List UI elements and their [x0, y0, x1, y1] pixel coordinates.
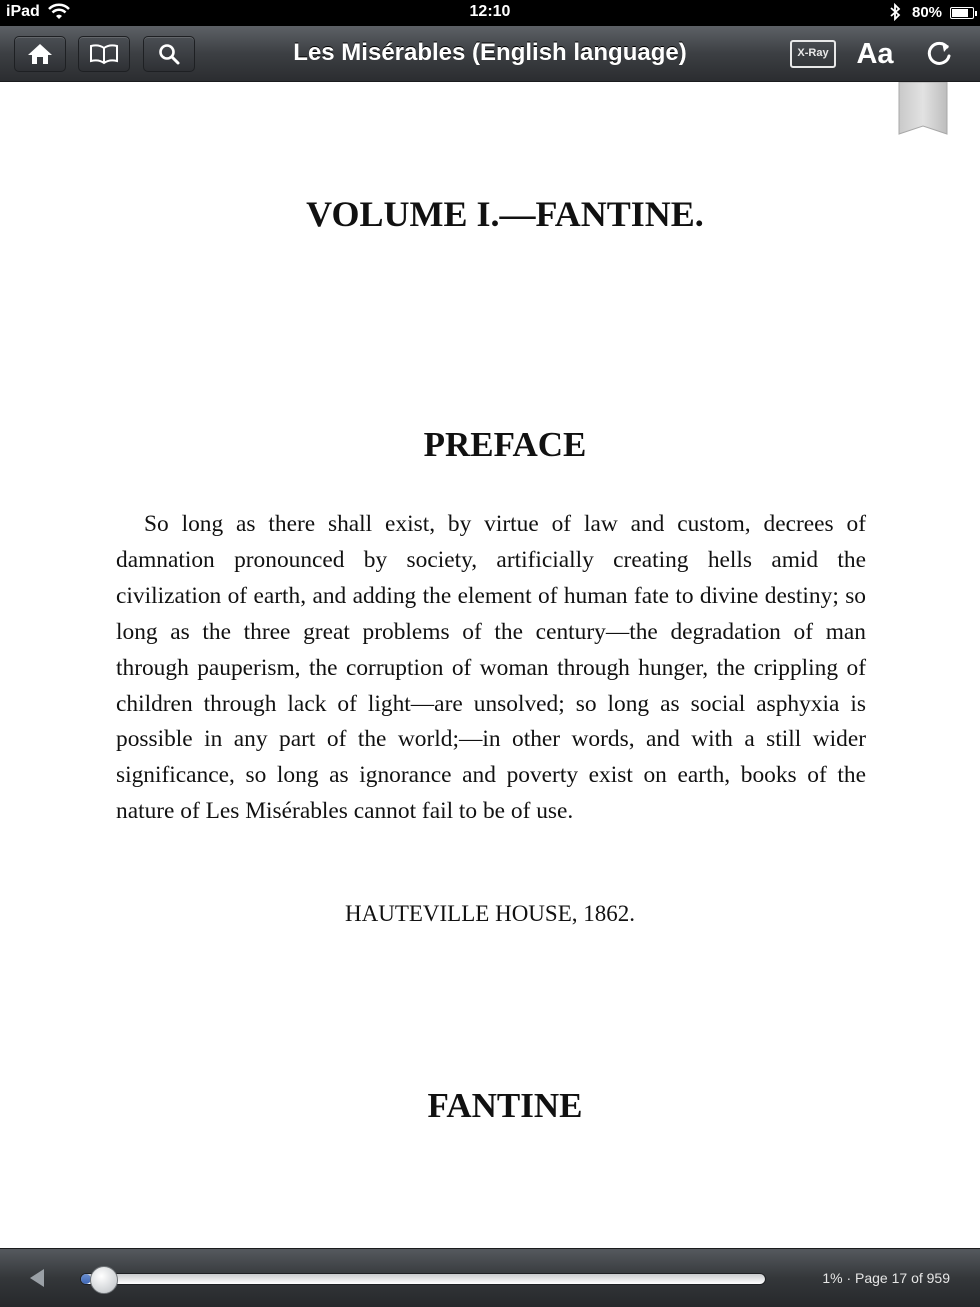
book-icon: [89, 43, 119, 65]
refresh-icon: [920, 38, 960, 70]
battery-fill: [952, 9, 968, 17]
book-title: Les Misérables (English language): [293, 39, 687, 66]
library-button[interactable]: [78, 36, 130, 72]
bluetooth-icon: [888, 3, 902, 26]
xray-label: X-Ray: [797, 47, 829, 59]
font-settings-button[interactable]: Aa: [856, 38, 894, 70]
home-icon: [26, 42, 54, 66]
reader-toolbar: [0, 26, 980, 82]
reading-progress-slider[interactable]: [80, 1273, 766, 1285]
sync-button[interactable]: [920, 38, 960, 70]
device-name: iPad: [6, 3, 40, 20]
search-icon: [157, 42, 181, 66]
progress-slider-handle[interactable]: [90, 1266, 118, 1294]
back-arrow-icon: [14, 1261, 62, 1295]
battery-percent: 80%: [912, 4, 943, 21]
next-section-heading: FANTINE: [427, 1086, 583, 1125]
volume-title: VOLUME I.—FANTINE.: [306, 194, 704, 234]
preface-paragraph: So long as there shall exist, by virtue of law and custom, decrees of damnation pronounced by society, artificially creating hells amid the civilization of earth, and adding the element of human fate to divine destiny; so long as the three great problems of the century—the degradation of man through pauperism, the corruption of woman through hunger, the crippling of children through lack of light—are unsolved; so long as social asphyxia is possible in any part of the world;—in other words, and with a still wider significance, so long as ignorance and poverty exist on earth, books of the nature of Les Misérables cannot fail to be of use.: [116, 511, 866, 825]
clock: 12:10: [469, 3, 511, 20]
preface-heading: PREFACE: [423, 425, 587, 464]
progress-bar-area: [0, 1248, 980, 1307]
xray-button[interactable]: [790, 40, 836, 68]
back-button[interactable]: [14, 1261, 62, 1295]
page-location: 1% · Page 17 of 959: [822, 1270, 950, 1286]
home-button[interactable]: [14, 36, 66, 72]
search-button[interactable]: [143, 36, 195, 72]
signoff: HAUTEVILLE HOUSE, 1862.: [344, 901, 635, 926]
book-page[interactable]: [0, 83, 980, 1248]
battery-icon: [950, 7, 974, 19]
status-bar: [0, 0, 980, 26]
